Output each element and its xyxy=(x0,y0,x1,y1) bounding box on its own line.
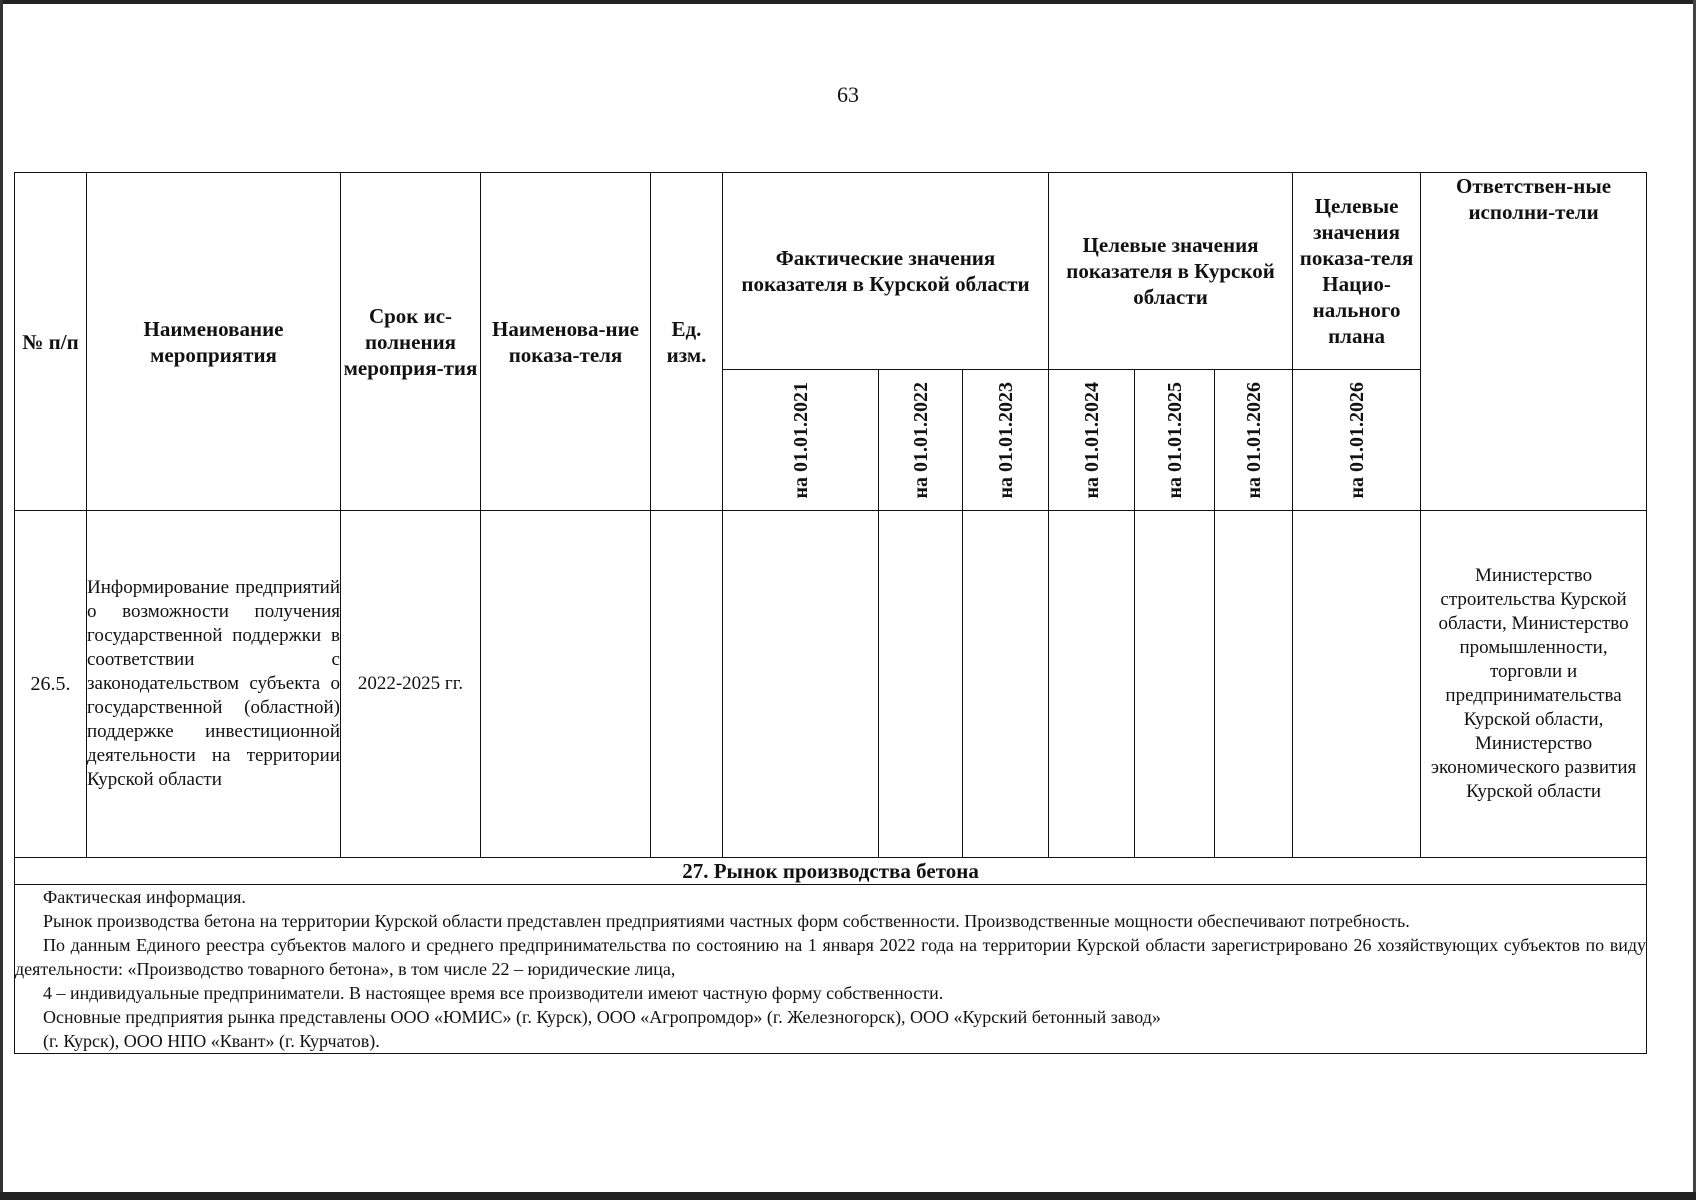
header-date-1: на 01.01.2021 xyxy=(723,370,879,511)
row-event: Информирование предприятий о возможности получения государственной поддержки в соответствии с законодательством субъекта о государственной (областной) поддержке инвестиционной деятельности на территории Курской области xyxy=(87,511,341,858)
row-value-1 xyxy=(723,511,879,858)
header-term: Срок ис-полнения мероприя-тия xyxy=(341,173,481,511)
header-target-values: Целевые значения показателя в Курской области xyxy=(1049,173,1293,370)
scan-edge-top xyxy=(0,0,1696,4)
row-num: 26.5. xyxy=(15,511,87,858)
header-num: № п/п xyxy=(15,173,87,511)
section-info xyxy=(15,885,1647,1054)
header-date-7: на 01.01.2026 xyxy=(1293,370,1421,511)
info-paragraph: Рынок производства бетона на территории Курской области представлен предприятиями частных форм собственности. Производственные мощности обеспечивают потребность. xyxy=(43,911,1410,931)
page-number: 63 xyxy=(837,82,859,107)
header-date-6: на 01.01.2026 xyxy=(1215,370,1293,511)
row-term: 2022-2025 гг. xyxy=(341,511,481,858)
info-paragraph: Основные предприятия рынка представлены ООО «ЮМИС» (г. Курск), ООО «Агропромдор» (г. Железногорск), ООО «Курский бетонный завод» xyxy=(43,1007,1161,1027)
header-date-2: на 01.01.2022 xyxy=(879,370,963,511)
header-actual-values: Фактические значения показателя в Курской области xyxy=(723,173,1049,370)
info-paragraph: Фактическая информация. xyxy=(43,887,246,907)
scan-edge-left xyxy=(0,0,3,1200)
header-indicator: Наименова-ние показа-теля xyxy=(481,173,651,511)
row-value-4 xyxy=(1049,511,1135,858)
row-unit xyxy=(651,511,723,858)
row-value-3 xyxy=(963,511,1049,858)
info-paragraph: (г. Курск), ООО НПО «Квант» (г. Курчатов). xyxy=(43,1031,380,1051)
header-date-5: на 01.01.2025 xyxy=(1135,370,1215,511)
table-row xyxy=(15,511,1647,858)
section-title: 27. Рынок производства бетона xyxy=(15,858,1647,885)
row-responsible: Министерство строительства Курской области, Министерство промышленности, торговли и предпринимательства Курской области, Министерство экономического развития Курской области xyxy=(1421,511,1647,858)
section-row xyxy=(15,858,1647,885)
header-date-4: на 01.01.2024 xyxy=(1049,370,1135,511)
info-paragraph: По данным Единого реестра субъектов малого и среднего предпринимательства по состоянию на 1 января 2022 года на территории Курской области зарегистрировано 26 хозяйствующих субъектов по виду деятельности: «Производство товарного бетона», в том числе 22 – юридические лица, xyxy=(15,935,1647,979)
info-paragraph: 4 – индивидуальные предприниматели. В настоящее время все производители имеют частную форму собственности. xyxy=(43,983,944,1003)
row-indicator xyxy=(481,511,651,858)
scan-edge-bottom xyxy=(0,1192,1696,1200)
header-national-plan: Целевые значения показа-теля Нацио-нального плана xyxy=(1293,173,1421,370)
row-value-2 xyxy=(879,511,963,858)
header-unit: Ед. изм. xyxy=(651,173,723,511)
header-row-1 xyxy=(15,173,1647,370)
header-date-3: на 01.01.2023 xyxy=(963,370,1049,511)
measures-table xyxy=(14,172,1647,1054)
header-responsible: Ответствен-ные исполни-тели xyxy=(1421,173,1647,511)
header-event: Наименование мероприятия xyxy=(87,173,341,511)
info-row xyxy=(15,885,1647,1054)
row-value-7 xyxy=(1293,511,1421,858)
row-value-5 xyxy=(1135,511,1215,858)
row-value-6 xyxy=(1215,511,1293,858)
